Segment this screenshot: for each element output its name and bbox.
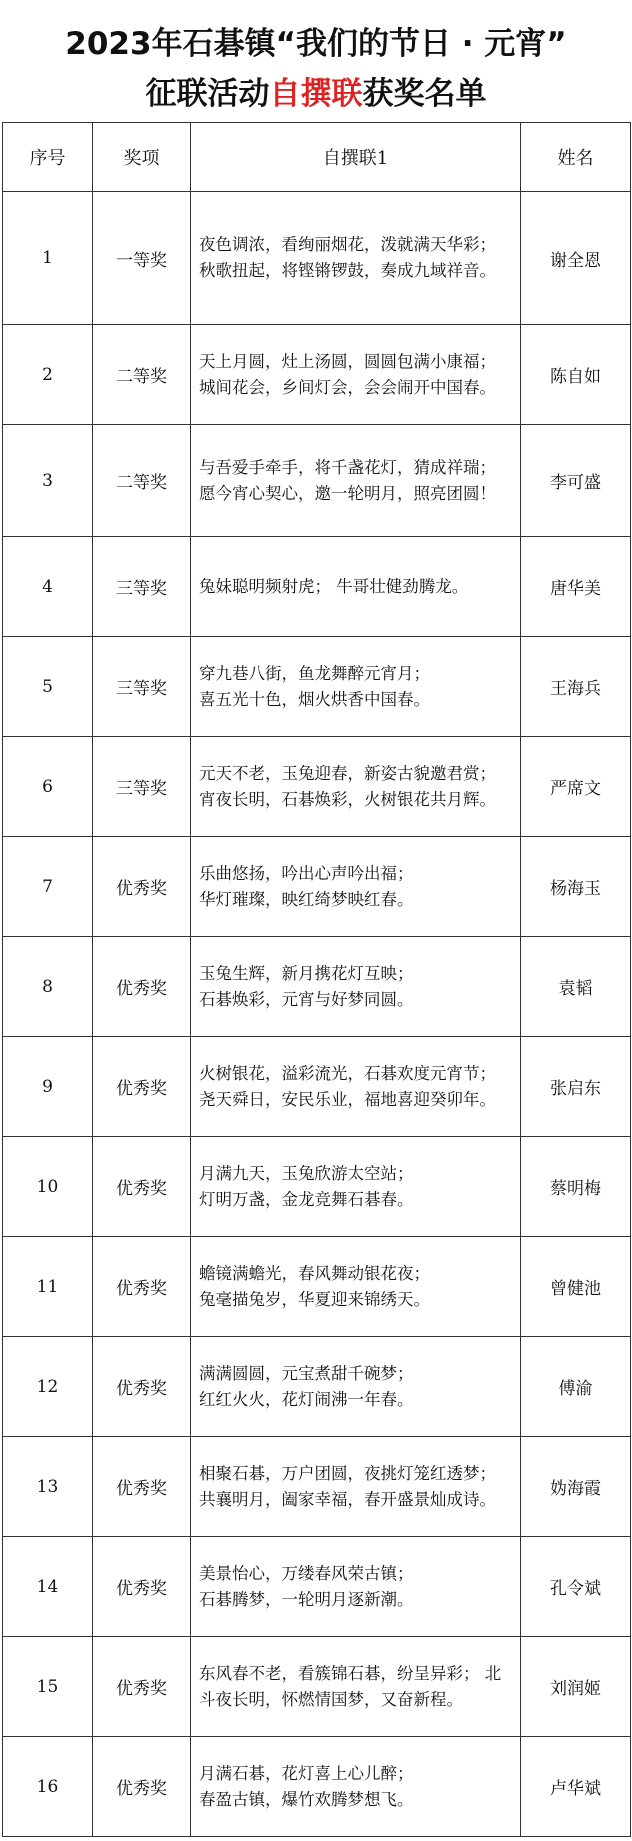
row-name: 严席文 — [521, 737, 631, 837]
row-name: 孔令斌 — [521, 1537, 631, 1637]
row-number: 9 — [3, 1037, 93, 1137]
header-name: 姓名 — [521, 123, 631, 192]
row-couplet: 穿九巷八街，鱼龙舞醉元宵月； 喜五光十色，烟火烘香中国春。 — [191, 637, 521, 737]
row-number: 14 — [3, 1537, 93, 1637]
row-couplet: 夜色调浓，看绚丽烟花，泼就满天华彩； 秋歌扭起，将铿锵锣鼓，奏成九域祥音。 — [191, 192, 521, 325]
row-number: 15 — [3, 1637, 93, 1737]
table-row — [3, 737, 631, 837]
row-number: 3 — [3, 425, 93, 537]
row-number: 8 — [3, 937, 93, 1037]
row-award: 二等奖 — [93, 325, 191, 425]
row-number: 2 — [3, 325, 93, 425]
row-number: 5 — [3, 637, 93, 737]
row-couplet: 天上月圆，灶上汤圆，圆圆包满小康福； 城间花会，乡间灯会，会会闹开中国春。 — [191, 325, 521, 425]
row-name: 王海兵 — [521, 637, 631, 737]
row-name: 袁韬 — [521, 937, 631, 1037]
row-couplet: 东风春不老，看簇锦石碁，纷呈异彩； 北斗夜长明，怀燃情国梦，又奋新程。 — [191, 1637, 521, 1737]
table-row — [3, 1037, 631, 1137]
row-number: 1 — [3, 192, 93, 325]
row-award: 优秀奖 — [93, 1537, 191, 1637]
row-name: 杨海玉 — [521, 837, 631, 937]
table-row — [3, 1337, 631, 1437]
table-row — [3, 1137, 631, 1237]
table-header-row — [3, 123, 631, 192]
row-name: 唐华美 — [521, 537, 631, 637]
row-couplet: 火树银花，溢彩流光，石碁欢度元宵节； 尧天舜日，安民乐业，福地喜迎癸卯年。 — [191, 1037, 521, 1137]
row-award: 二等奖 — [93, 425, 191, 537]
row-name: 蔡明梅 — [521, 1137, 631, 1237]
table-row — [3, 1237, 631, 1337]
row-award: 优秀奖 — [93, 837, 191, 937]
table-row — [3, 537, 631, 637]
row-couplet: 玉兔生辉，新月携花灯互映； 石碁焕彩，元宵与好梦同圆。 — [191, 937, 521, 1037]
row-number: 16 — [3, 1737, 93, 1837]
row-name: 卢华斌 — [521, 1737, 631, 1837]
row-name: 傅渝 — [521, 1337, 631, 1437]
row-couplet: 兔妹聪明频射虎； 牛哥壮健劲腾龙。 — [191, 537, 521, 637]
row-name: 曾健池 — [521, 1237, 631, 1337]
row-award: 优秀奖 — [93, 1237, 191, 1337]
row-number: 4 — [3, 537, 93, 637]
title-line-1: 2023年石碁镇“我们的节日 · 元宵” — [65, 26, 567, 62]
row-number: 10 — [3, 1137, 93, 1237]
award-table — [2, 122, 631, 1837]
header-couplet: 自撰联1 — [191, 123, 521, 192]
row-number: 7 — [3, 837, 93, 937]
row-couplet: 元天不老，玉兔迎春，新姿古貌邀君赏； 宵夜长明，石碁焕彩，火树银花共月辉。 — [191, 737, 521, 837]
row-award: 优秀奖 — [93, 1437, 191, 1537]
row-couplet: 相聚石碁，万户团圆，夜挑灯笼红透梦； 共襄明月，阖家幸福，春开盛景灿成诗。 — [191, 1437, 521, 1537]
row-couplet: 蟾镜满蟾光，春风舞动银花夜； 兔毫描兔岁，华夏迎来锦绣天。 — [191, 1237, 521, 1337]
table-row — [3, 1537, 631, 1637]
row-award: 优秀奖 — [93, 937, 191, 1037]
row-number: 12 — [3, 1337, 93, 1437]
table-row — [3, 1637, 631, 1737]
title-line-2-highlight: 自撰联 — [269, 76, 363, 112]
row-couplet: 满满圆圆，元宝煮甜千碗梦； 红红火火，花灯闹沸一年春。 — [191, 1337, 521, 1437]
header-number: 序号 — [3, 123, 93, 192]
table-row — [3, 637, 631, 737]
table-row — [3, 1437, 631, 1537]
row-award: 三等奖 — [93, 537, 191, 637]
row-award: 优秀奖 — [93, 1337, 191, 1437]
table-row — [3, 425, 631, 537]
row-award: 优秀奖 — [93, 1137, 191, 1237]
row-name: 陈自如 — [521, 325, 631, 425]
row-award: 三等奖 — [93, 737, 191, 837]
table-row — [3, 837, 631, 937]
row-couplet: 月满九天，玉兔欣游太空站； 灯明万盏，金龙竞舞石碁春。 — [191, 1137, 521, 1237]
table-row — [3, 192, 631, 325]
row-number: 11 — [3, 1237, 93, 1337]
row-couplet: 乐曲悠扬，吟出心声吟出福； 华灯璀璨，映红绮梦映红春。 — [191, 837, 521, 937]
row-couplet: 与吾爱手牵手，将千盏花灯，猜成祥瑞； 愿今宵心契心，邀一轮明月，照亮团圆！ — [191, 425, 521, 537]
row-name: 妫海霞 — [521, 1437, 631, 1537]
row-award: 优秀奖 — [93, 1037, 191, 1137]
row-name: 张启东 — [521, 1037, 631, 1137]
row-couplet: 月满石碁，花灯喜上心儿醉； 春盈古镇，爆竹欢腾梦想飞。 — [191, 1737, 521, 1837]
row-award: 一等奖 — [93, 192, 191, 325]
row-name: 刘润姬 — [521, 1637, 631, 1737]
row-award: 优秀奖 — [93, 1637, 191, 1737]
title-line-2 — [0, 68, 632, 113]
title-line-2-post: 获奖名单 — [362, 76, 487, 112]
row-name: 李可盛 — [521, 425, 631, 537]
table-row — [3, 325, 631, 425]
document-title — [0, 0, 632, 122]
table-row — [3, 937, 631, 1037]
row-name: 谢全恩 — [521, 192, 631, 325]
row-couplet: 美景怡心，万缕春风荣古镇； 石碁腾梦，一轮明月逐新潮。 — [191, 1537, 521, 1637]
row-number: 6 — [3, 737, 93, 837]
header-award: 奖项 — [93, 123, 191, 192]
table-row — [3, 1737, 631, 1837]
row-award: 三等奖 — [93, 637, 191, 737]
row-award: 优秀奖 — [93, 1737, 191, 1837]
title-line-2-pre: 征联活动 — [145, 76, 270, 112]
row-number: 13 — [3, 1437, 93, 1537]
